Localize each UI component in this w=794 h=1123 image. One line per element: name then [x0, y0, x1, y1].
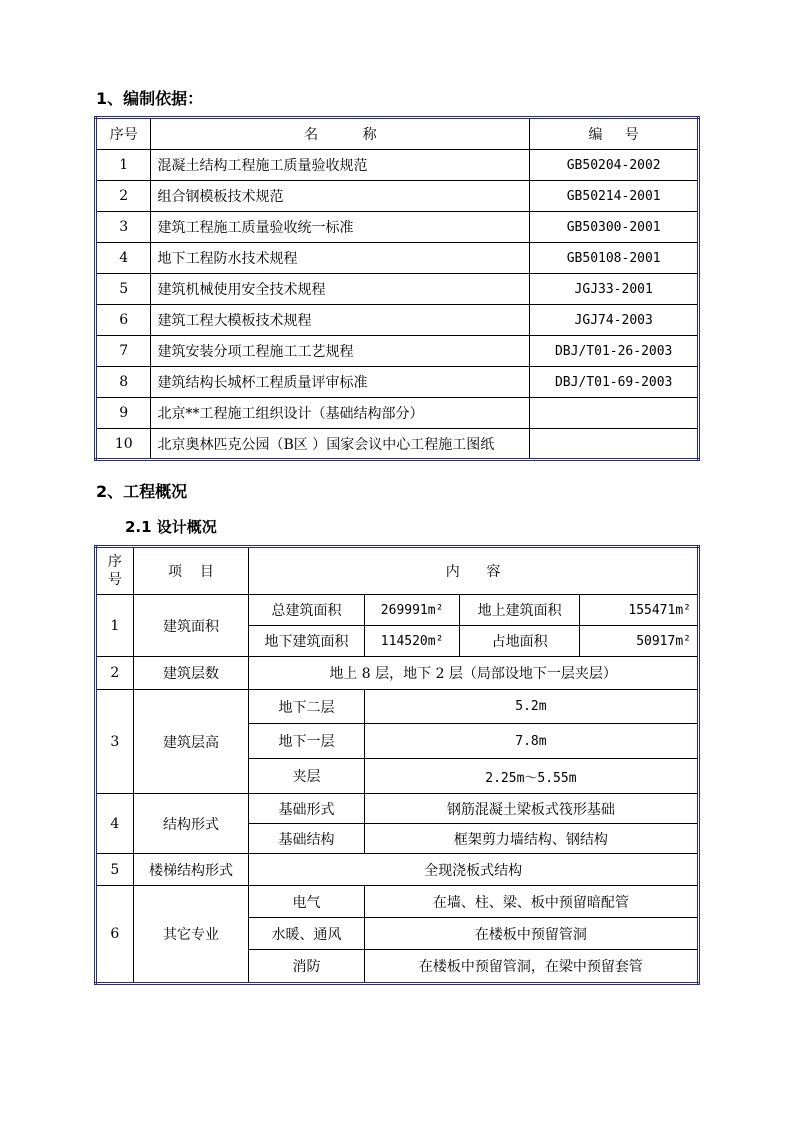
row-item: 建筑层高 — [133, 690, 249, 794]
cell-value: 在楼板中预留管洞 — [364, 918, 698, 950]
row-no: 9 — [96, 398, 151, 429]
cell-value: 5.2m — [364, 690, 698, 724]
design-overview-table — [94, 545, 700, 985]
row-no: 4 — [96, 794, 134, 854]
section-2-title: 2、工程概况 — [96, 482, 188, 501]
cell-label: 地下建筑面积 — [249, 626, 365, 657]
cell-value: 钢筋混凝土梁板式筏形基础 — [364, 794, 698, 824]
row-code: DBJ/T01-26-2003 — [530, 336, 699, 367]
cell-label: 地下一层 — [249, 724, 365, 759]
section-1-title: 1、编制依据： — [96, 89, 204, 108]
row-no: 1 — [96, 150, 151, 181]
row-no: 2 — [96, 181, 151, 212]
row-no: 10 — [96, 429, 151, 460]
table-row — [96, 657, 699, 690]
row-code — [530, 429, 699, 460]
section-2-1-title: 2.1 设计概况 — [125, 518, 217, 536]
table-row — [96, 794, 699, 824]
table-row — [96, 243, 699, 274]
row-no: 7 — [96, 336, 151, 367]
row-code: GB50204-2002 — [530, 150, 699, 181]
table-row — [96, 595, 699, 626]
standards-table — [94, 116, 700, 461]
header-no: 序号 — [96, 118, 151, 150]
row-name: 地下工程防水技术规程 — [151, 243, 530, 274]
cell-label: 总建筑面积 — [249, 595, 365, 626]
header-content: 内 容 — [249, 547, 699, 595]
table-row — [96, 429, 699, 460]
table-row — [96, 181, 699, 212]
row-item: 建筑面积 — [133, 595, 249, 657]
cell-label: 消防 — [249, 950, 365, 984]
cell-value: 114520m² — [364, 626, 460, 657]
row-no: 5 — [96, 274, 151, 305]
row-code: GB50108-2001 — [530, 243, 699, 274]
table-row — [96, 398, 699, 429]
table-row — [96, 150, 699, 181]
row-code: JGJ74-2003 — [530, 305, 699, 336]
row-no: 4 — [96, 243, 151, 274]
cell-value: 在楼板中预留管洞，在梁中预留套管 — [364, 950, 698, 984]
table-row — [96, 274, 699, 305]
cell-value: 全现浇板式结构 — [249, 854, 699, 886]
cell-value: 50917m² — [579, 626, 698, 657]
row-no: 1 — [96, 595, 134, 657]
row-item: 结构形式 — [133, 794, 249, 854]
cell-label: 基础形式 — [249, 794, 365, 824]
table-row — [96, 305, 699, 336]
cell-label: 夹层 — [249, 759, 365, 794]
table-row — [96, 336, 699, 367]
cell-label: 地上建筑面积 — [460, 595, 580, 626]
row-name: 混凝土结构工程施工质量验收规范 — [151, 150, 530, 181]
row-code: GB50214-2001 — [530, 181, 699, 212]
row-no: 8 — [96, 367, 151, 398]
header-code: 编 号 — [530, 118, 699, 150]
cell-label: 电气 — [249, 886, 365, 918]
table-header-row — [96, 547, 699, 595]
row-no: 6 — [96, 305, 151, 336]
cell-value: 2.25m～5.55m — [364, 759, 698, 794]
header-name: 名 称 — [151, 118, 530, 150]
table-row — [96, 854, 699, 886]
cell-value: 在墙、柱、梁、板中预留暗配管 — [364, 886, 698, 918]
row-no: 3 — [96, 690, 134, 794]
row-no: 6 — [96, 886, 134, 984]
table-row — [96, 690, 699, 724]
row-no: 2 — [96, 657, 134, 690]
table-header-row — [96, 118, 699, 150]
row-code: JGJ33-2001 — [530, 274, 699, 305]
row-name: 建筑安装分项工程施工工艺规程 — [151, 336, 530, 367]
row-code — [530, 398, 699, 429]
row-item: 楼梯结构形式 — [133, 854, 249, 886]
row-name: 建筑结构长城杯工程质量评审标准 — [151, 367, 530, 398]
row-name: 北京**工程施工组织设计（基础结构部分） — [151, 398, 530, 429]
table-row — [96, 886, 699, 918]
cell-label: 占地面积 — [460, 626, 580, 657]
row-item: 其它专业 — [133, 886, 249, 984]
row-name: 组合钢模板技术规范 — [151, 181, 530, 212]
header-no: 序 号 — [96, 547, 134, 595]
row-item: 建筑层数 — [133, 657, 249, 690]
cell-value: 框架剪力墙结构、钢结构 — [364, 824, 698, 854]
cell-value: 7.8m — [364, 724, 698, 759]
header-item: 项 目 — [133, 547, 249, 595]
cell-label: 地下二层 — [249, 690, 365, 724]
row-code: DBJ/T01-69-2003 — [530, 367, 699, 398]
row-no: 3 — [96, 212, 151, 243]
table-row — [96, 212, 699, 243]
table-row — [96, 367, 699, 398]
row-no: 5 — [96, 854, 134, 886]
row-name: 建筑机械使用安全技术规程 — [151, 274, 530, 305]
row-name: 建筑工程大模板技术规程 — [151, 305, 530, 336]
cell-value: 地上 8 层，地下 2 层（局部设地下一层夹层） — [249, 657, 699, 690]
row-name: 建筑工程施工质量验收统一标准 — [151, 212, 530, 243]
cell-value: 155471m² — [579, 595, 698, 626]
cell-value: 269991m² — [364, 595, 460, 626]
cell-label: 水暖、通风 — [249, 918, 365, 950]
row-name: 北京奥林匹克公园（B区 ）国家会议中心工程施工图纸 — [151, 429, 530, 460]
row-code: GB50300-2001 — [530, 212, 699, 243]
cell-label: 基础结构 — [249, 824, 365, 854]
